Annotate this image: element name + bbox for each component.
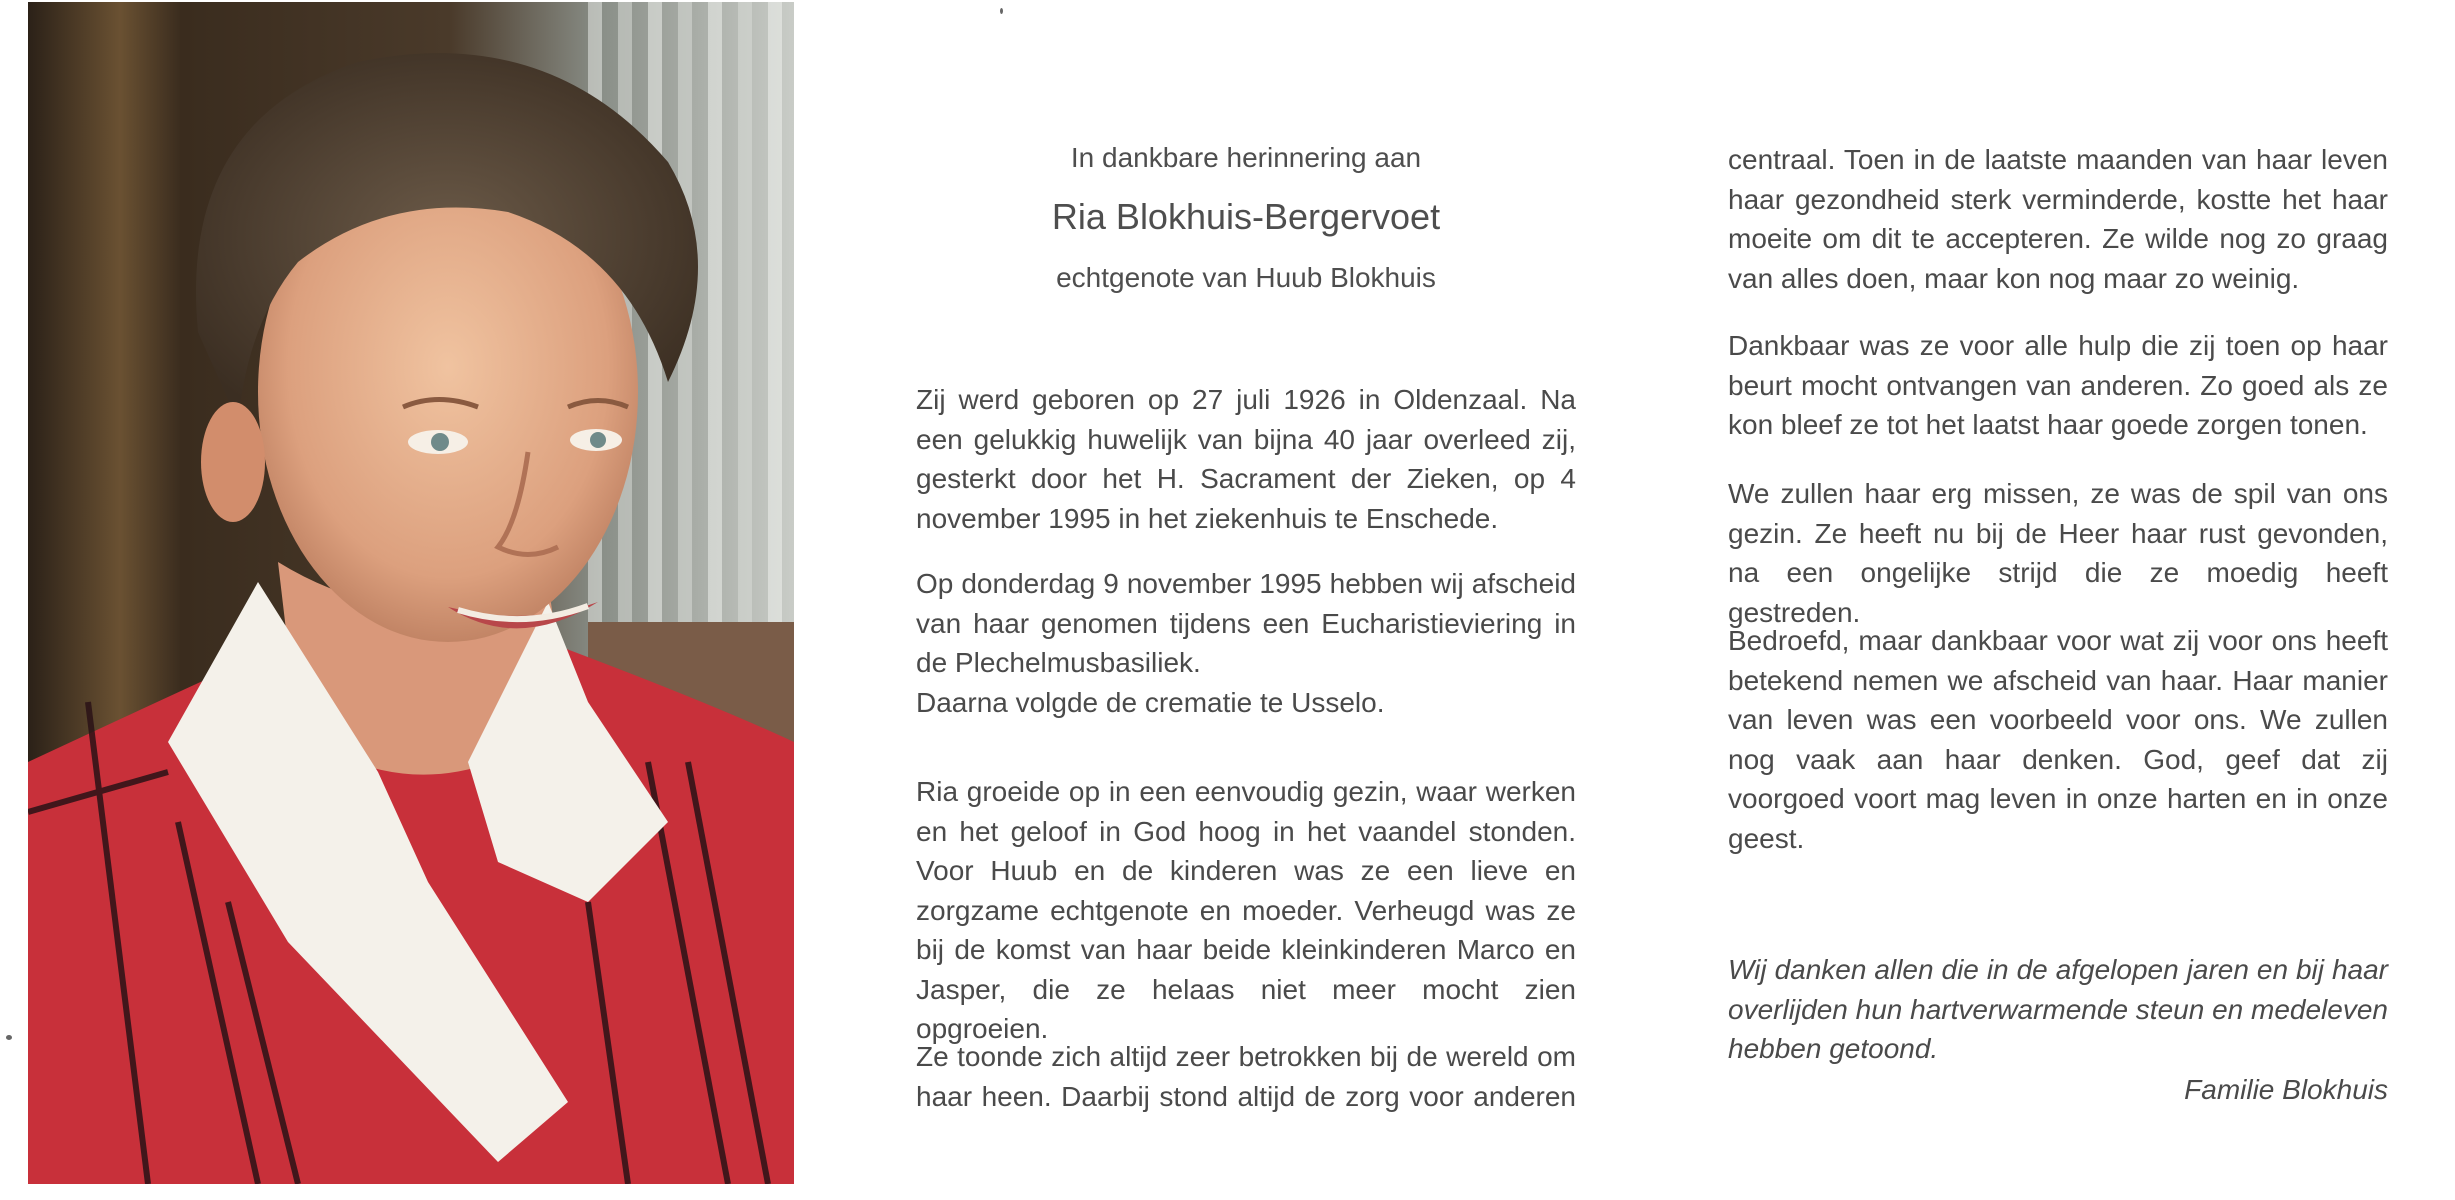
family-signature: Familie Blokhuis xyxy=(2184,1074,2388,1105)
biography-paragraph-3: Ria groeide op in een eenvoudig gezin, waar werken en het geloof in God hoog in het vaandel stonden. Voor Huub en de kinderen was ze een lieve en zorgzame echtgenote en moeder. Verheugd was ze bij de komst van haar beide kleinkinderen Marco en Jasper, die ze helaas niet meer mocht zien opgroeien. xyxy=(916,776,1576,1044)
biography-paragraph-8: Bedroefd, maar dankbaar voor wat zij voor ons heeft betekend nemen we afscheid van haar. Haar manier van leven was een voorbeeld voor ons. We zullen nog vaak aan haar denken. God, geef dat zij voorgoed voort mag leven in onze harten en in onze geest. xyxy=(1728,625,2388,854)
cremation-line: Daarna volgde de crematie te Usselo. xyxy=(916,687,1385,718)
biography-paragraph-4: Ze toonde zich altijd zeer betrokken bij de wereld om haar heen. Daarbij stond altijd de zorg voor anderen xyxy=(916,1041,1576,1112)
biography-paragraph-1: Zij werd geboren op 27 juli 1926 in Oldenzaal. Na een gelukkig huwelijk van bijna 40 jaar overleed zij, gesterkt door het H. Sacrament der Zieken, op 4 november 1995 in het ziekenhuis te Enschede. xyxy=(916,384,1576,534)
scan-speck xyxy=(6,1035,12,1040)
biography-paragraph-7: We zullen haar erg missen, ze was de spil van ons gezin. Ze heeft nu bij de Heer haar rust gevonden, na een ongelijke strijd die ze moedig heeft gestreden. xyxy=(1728,478,2388,628)
biography-paragraph-5: centraal. Toen in de laatste maanden van haar leven haar gezondheid sterk verminderde, kostte het haar moeite om dit te accepteren. Ze wilde nog zo graag van alles doen, maar kon nog maar zo weinig. xyxy=(1728,144,2388,294)
biography-paragraph-2: Op donderdag 9 november 1995 hebben wij afscheid van haar genomen tijdens een Eucharistieviering in de Plechelmusbasiliek. xyxy=(916,568,1576,678)
dedication-intro: In dankbare herinnering aan xyxy=(1070,142,1422,173)
portrait-illustration xyxy=(28,2,794,1184)
biography-paragraph-6: Dankbaar was ze voor alle hulp die zij toen op haar beurt mocht ontvangen van anderen. Zo goed als ze kon bleef ze tot het laatst haar goede zorgen tonen. xyxy=(1728,330,2388,440)
spouse-line: echtgenote van Huub Blokhuis xyxy=(1056,262,1436,293)
deceased-name: Ria Blokhuis-Bergervoet xyxy=(1051,196,1441,237)
portrait-photo xyxy=(28,2,794,1184)
scan-speck xyxy=(1000,8,1003,14)
thanks-paragraph: Wij danken allen die in de afgelopen jaren en bij haar overlijden hun hartverwarmende steun en medeleven hebben getoond. xyxy=(1728,954,2388,1064)
